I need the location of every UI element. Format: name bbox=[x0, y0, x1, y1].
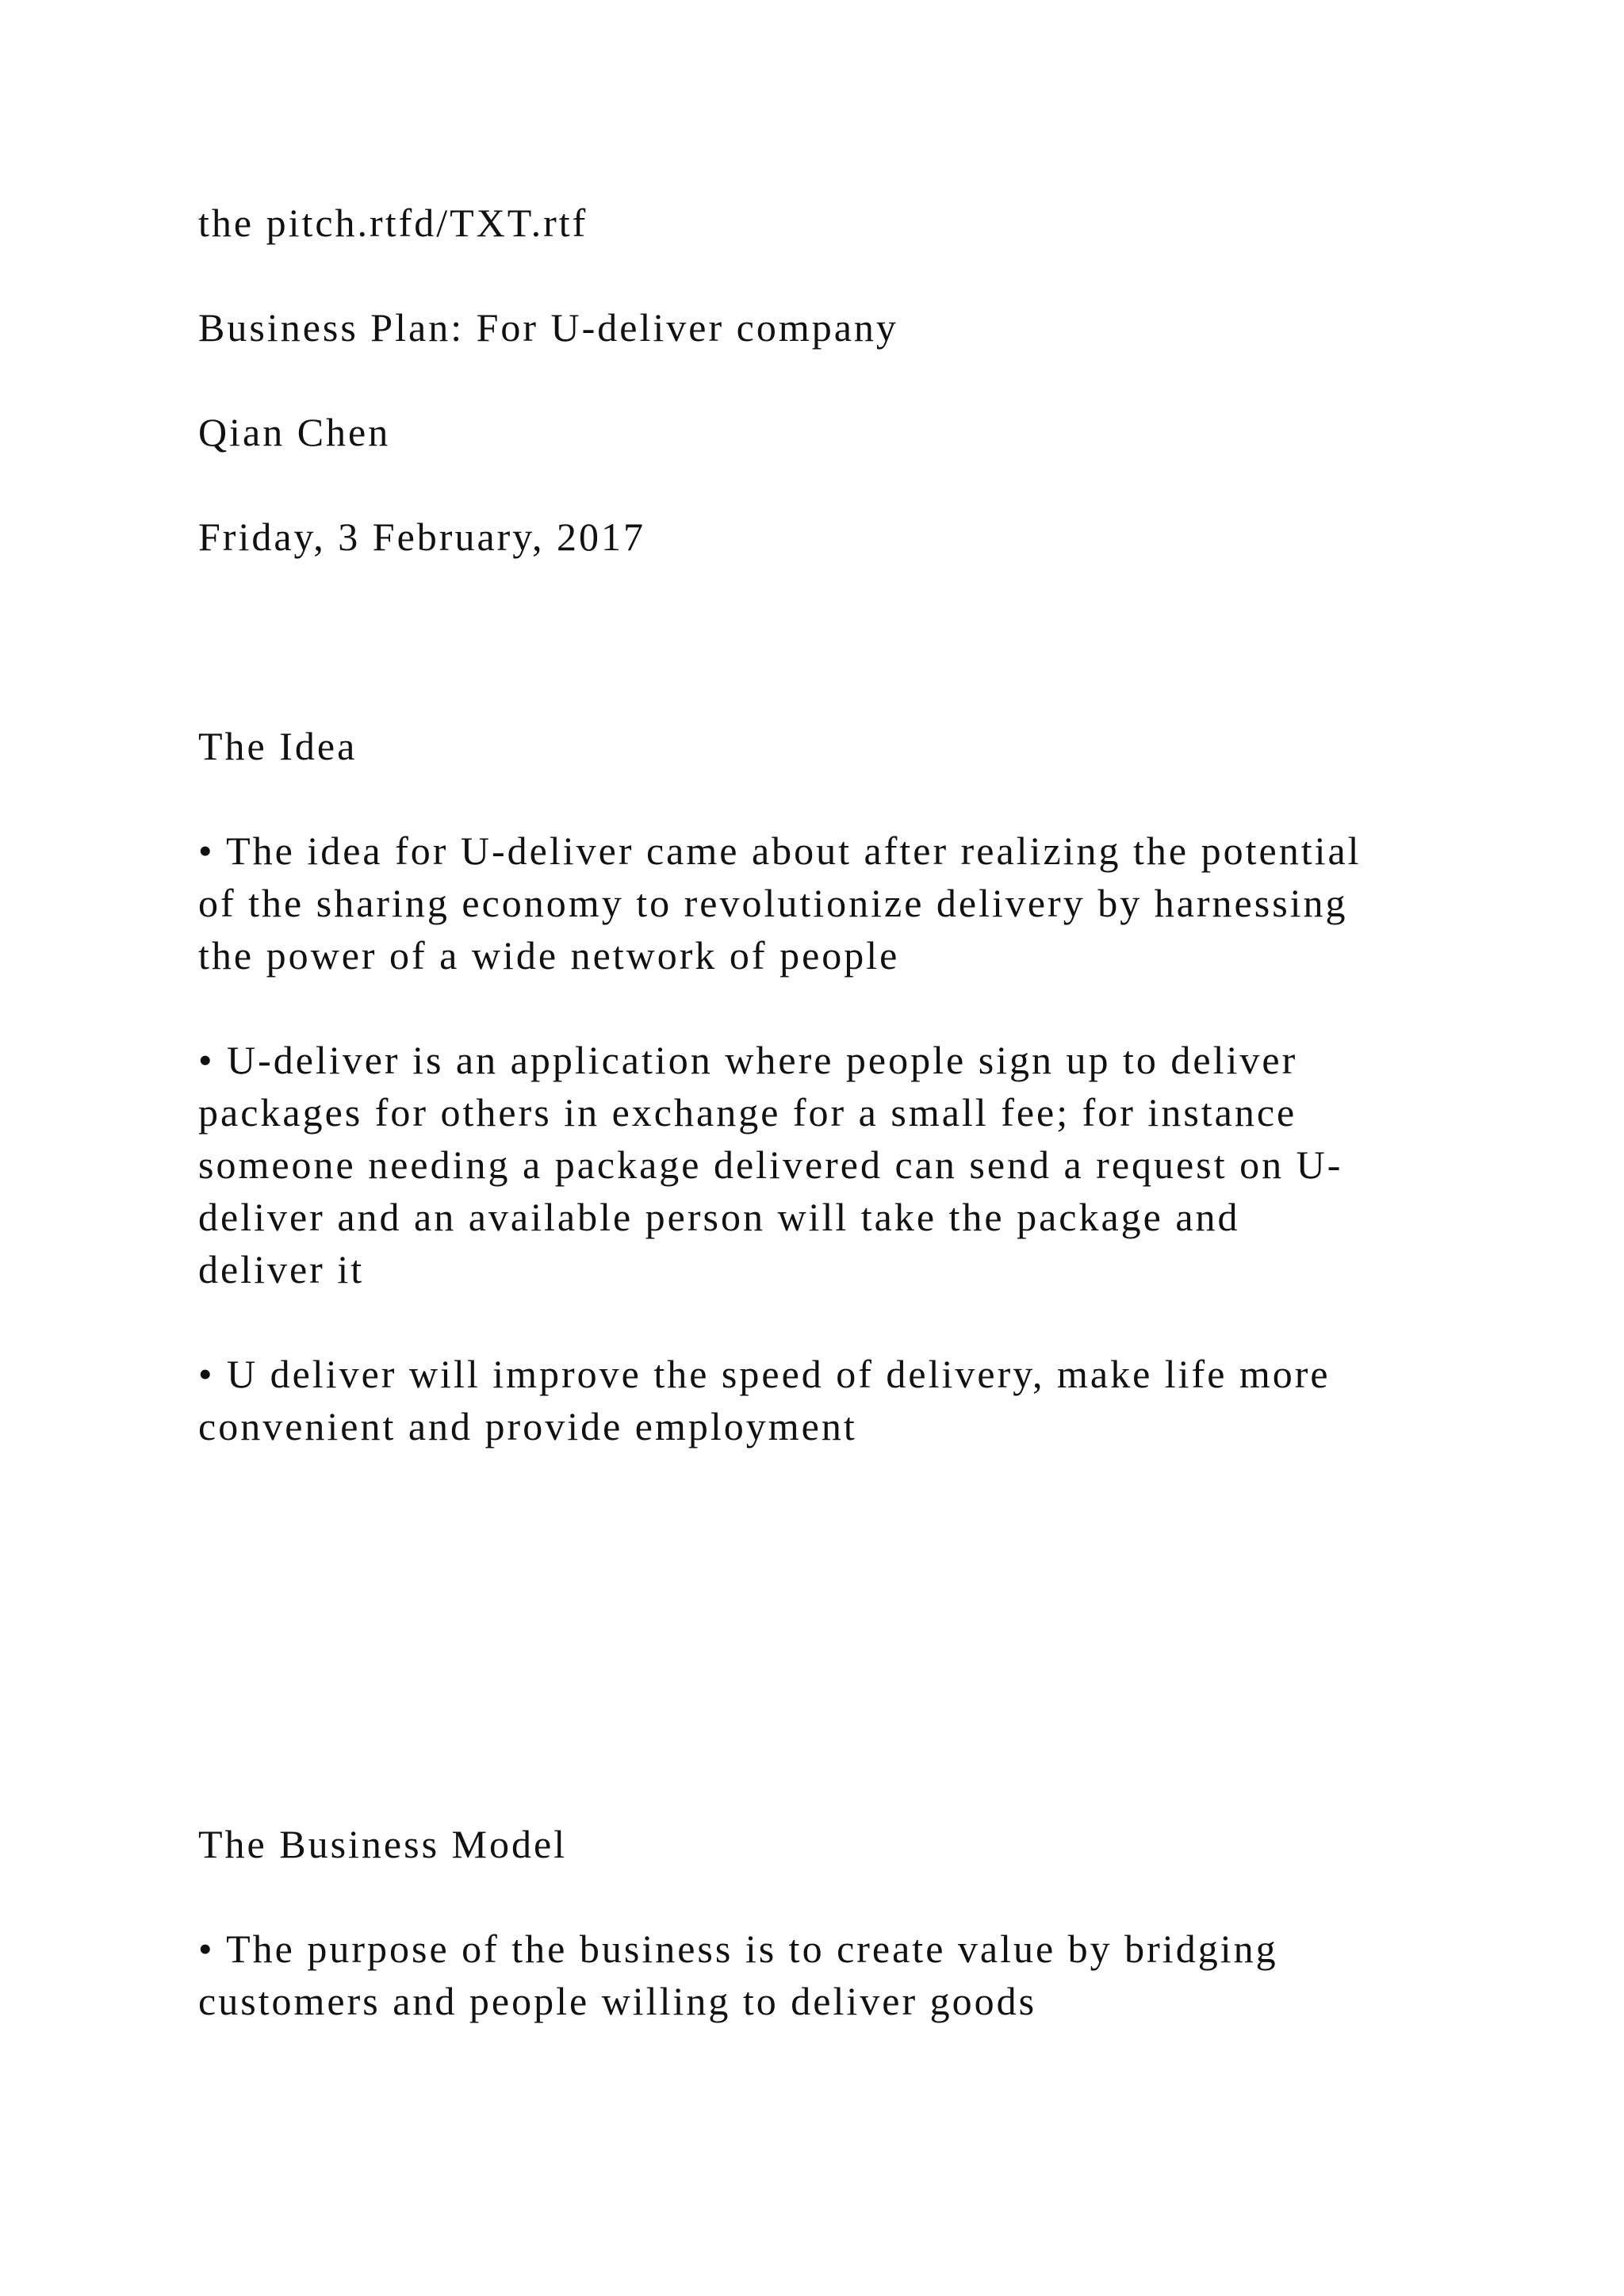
section-heading-idea: The Idea bbox=[198, 724, 358, 768]
bullet-line: someone needing a package delivered can send a request on U- bbox=[198, 1142, 1343, 1187]
bullet-line: • The idea for U-deliver came about after realizing the potential bbox=[198, 828, 1362, 873]
bullet-line: of the sharing economy to revolutionize delivery by harnessing bbox=[198, 881, 1348, 925]
bullet-line: packages for others in exchange for a small fee; for instance bbox=[198, 1090, 1297, 1135]
bullet-line: • U-deliver is an application where people sign up to deliver bbox=[198, 1038, 1298, 1082]
section-heading-business-model: The Business Model bbox=[198, 1822, 568, 1866]
bullet-line: the power of a wide network of people bbox=[198, 933, 900, 978]
bullet-line: • The purpose of the business is to create value by bridging bbox=[198, 1927, 1278, 1971]
bullet-line: deliver it bbox=[198, 1247, 365, 1292]
document-title: Business Plan: For U-deliver company bbox=[198, 305, 898, 350]
bullet-line: convenient and provide employment bbox=[198, 1404, 857, 1448]
author-name: Qian Chen bbox=[198, 410, 391, 454]
bullet-line: • U deliver will improve the speed of delivery, make life more bbox=[198, 1352, 1331, 1396]
file-path: the pitch.rtfd/TXT.rtf bbox=[198, 201, 588, 245]
document-date: Friday, 3 February, 2017 bbox=[198, 515, 646, 559]
bullet-line: customers and people willing to deliver goods bbox=[198, 1979, 1037, 2023]
bullet-line: deliver and an available person will take the package and bbox=[198, 1195, 1240, 1239]
